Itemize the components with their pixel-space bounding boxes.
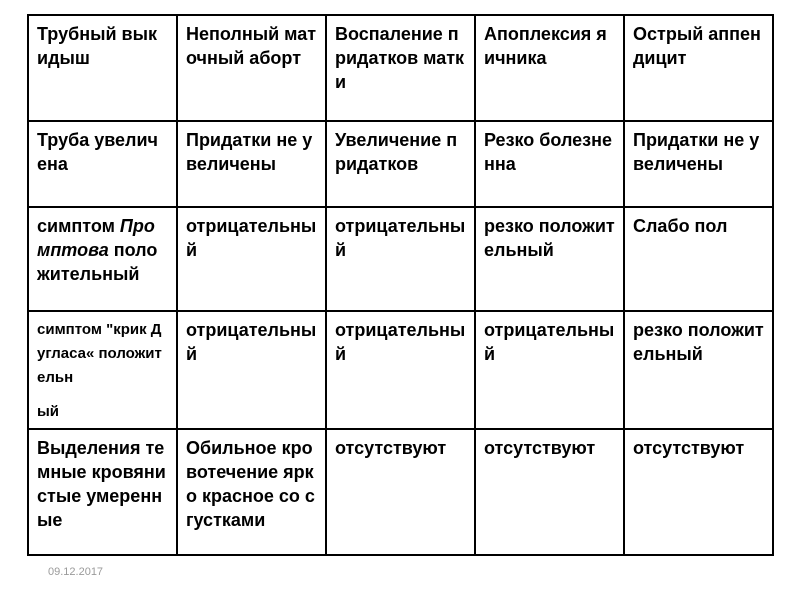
douglas-symptom-cell	[28, 311, 177, 429]
table-cell: Придатки не увеличены	[624, 121, 773, 207]
table-cell: резко положительный	[475, 207, 624, 311]
table-row	[28, 15, 773, 121]
table-cell: отсутствуют	[475, 429, 624, 555]
table-cell: отрицательный	[177, 207, 326, 311]
promptov-suffix: положительный	[37, 240, 158, 284]
promptov-name: Промптова	[37, 216, 155, 260]
table-row	[28, 121, 773, 207]
table-row	[28, 207, 773, 311]
promptov-prefix: симптом	[37, 216, 120, 236]
header-cell: Неполный маточный аборт	[177, 15, 326, 121]
header-cell: Воспаление придатков матки	[326, 15, 475, 121]
douglas-main: симптом "крик Дугласа« положительн	[37, 321, 162, 386]
table-cell: отсутствуют	[326, 429, 475, 555]
table-cell: Увеличение придатков	[326, 121, 475, 207]
slide-date: 09.12.2017	[48, 566, 104, 578]
table-cell: Слабо пол	[624, 207, 773, 311]
header-cell: Апоплексия яичника	[475, 15, 624, 121]
table-cell: Обильное кровотечение ярко красное со сгустками	[177, 429, 326, 555]
table-cell: отрицательный	[326, 311, 475, 429]
table-row	[28, 311, 773, 429]
table-cell: отсутствуют	[624, 429, 773, 555]
header-cell: Острый аппендицит	[624, 15, 773, 121]
promptov-symptom-cell	[28, 207, 177, 311]
douglas-tail: ый	[37, 403, 60, 420]
table-cell: отрицательный	[475, 311, 624, 429]
table-cell: Резко болезненна	[475, 121, 624, 207]
table-cell: резко положительный	[624, 311, 773, 429]
table-cell: отрицательный	[326, 207, 475, 311]
header-cell: Трубный выкидыш	[28, 15, 177, 121]
table-cell: Выделения темные кровянистые умеренные	[28, 429, 177, 555]
table-cell: отрицательный	[177, 311, 326, 429]
table-cell: Придатки не увеличены	[177, 121, 326, 207]
table-row	[28, 429, 773, 555]
comparison-table	[27, 14, 774, 556]
table-cell: Труба увеличена	[28, 121, 177, 207]
